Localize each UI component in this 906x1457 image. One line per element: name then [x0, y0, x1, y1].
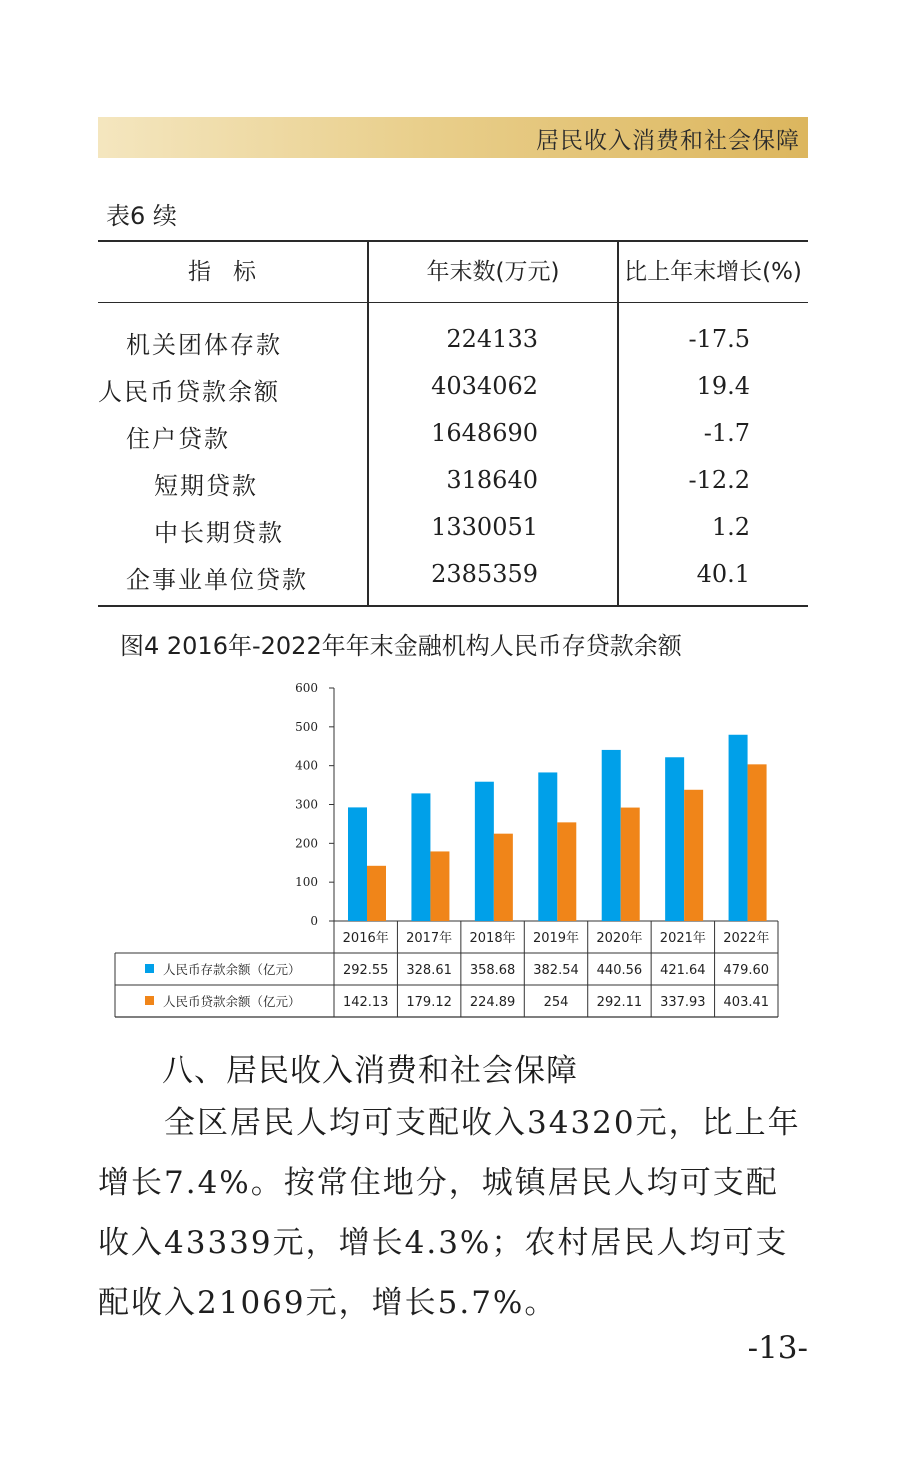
- row-indicator-name: 住户贷款: [126, 425, 230, 453]
- bar-deposit: [729, 735, 748, 921]
- row-year-end-value: 224133: [446, 325, 538, 353]
- bar-loan: [430, 851, 449, 921]
- data-value-label: 479.60: [723, 963, 770, 978]
- row-growth-value: 40.1: [696, 560, 750, 588]
- row-year-end-value: 318640: [446, 466, 538, 494]
- column-header-growth: 比上年末增长(%): [624, 259, 802, 285]
- bar-loan: [494, 834, 513, 921]
- data-value-label: 440.56: [596, 963, 643, 978]
- row-growth-value: 1.2: [711, 513, 750, 541]
- paragraph-line: 增长7.4%。按常住地分，城镇居民人均可支配: [98, 1165, 779, 1201]
- section-heading: 八、居民收入消费和社会保障: [162, 1053, 578, 1089]
- data-value-label: 292.55: [342, 963, 389, 978]
- legend-swatch: [145, 996, 154, 1005]
- data-value-label: 254: [543, 995, 569, 1010]
- data-value-label: 337.93: [660, 995, 706, 1010]
- x-category-label: 2022年: [723, 931, 770, 946]
- x-category-label: 2019年: [532, 931, 580, 946]
- x-category-label: 2021年: [659, 931, 706, 946]
- table-caption: 表6 续: [106, 202, 177, 230]
- data-value-label: 328.61: [406, 963, 452, 978]
- legend-label: 人民币存款余额（亿元）: [163, 962, 301, 977]
- x-category-label: 2016年: [342, 931, 389, 946]
- bar-loan: [748, 764, 767, 921]
- row-year-end-value: 1648690: [431, 419, 538, 447]
- bar-deposit: [538, 772, 557, 921]
- row-growth-value: -12.2: [688, 466, 750, 494]
- data-value-label: 179.12: [406, 995, 452, 1010]
- y-tick-label: 400: [295, 758, 318, 773]
- y-tick-label: 200: [295, 836, 318, 851]
- bar-loan: [621, 808, 640, 921]
- row-indicator-name: 中长期贷款: [154, 519, 284, 547]
- paragraph-line: 收入43339元，增长4.3%；农村居民人均可支: [98, 1225, 789, 1261]
- data-value-label: 403.41: [723, 995, 770, 1010]
- bar-deposit: [665, 757, 684, 921]
- bar-loan: [367, 866, 386, 921]
- page-number: -13-: [747, 1330, 808, 1366]
- row-growth-value: -17.5: [688, 325, 750, 353]
- data-value-label: 382.54: [533, 963, 579, 978]
- y-tick-label: 100: [295, 875, 318, 890]
- row-year-end-value: 1330051: [431, 513, 538, 541]
- figure-title: 图4 2016年-2022年年末金融机构人民币存贷款余额: [120, 632, 682, 660]
- bar-deposit: [602, 750, 621, 921]
- body-paragraph: [98, 1093, 810, 1333]
- y-tick-label: 0: [310, 914, 318, 928]
- x-category-label: 2020年: [596, 931, 643, 946]
- row-indicator-name: 机关团体存款: [126, 331, 282, 359]
- data-value-label: 224.89: [469, 995, 516, 1010]
- row-indicator-name: 人民币贷款余额: [98, 378, 280, 406]
- row-growth-value: -1.7: [703, 419, 750, 447]
- legend-label: 人民币贷款余额（亿元）: [163, 994, 301, 1009]
- legend-swatch: [145, 964, 154, 973]
- header-title: 居民收入消费和社会保障: [536, 128, 800, 154]
- data-value-label: 292.11: [596, 995, 643, 1010]
- data-value-label: 358.68: [469, 963, 516, 978]
- y-tick-label: 300: [295, 797, 318, 812]
- row-year-end-value: 4034062: [431, 372, 538, 400]
- bar-deposit: [411, 793, 430, 921]
- paragraph-line: 全区居民人均可支配收入34320元，比上年: [98, 1105, 801, 1141]
- row-indicator-name: 企事业单位贷款: [126, 566, 308, 594]
- data-value-label: 421.64: [660, 963, 706, 978]
- data-value-label: 142.13: [342, 995, 389, 1010]
- bar-deposit: [348, 807, 367, 921]
- row-year-end-value: 2385359: [431, 560, 538, 588]
- y-tick-label: 600: [295, 681, 318, 695]
- x-category-label: 2017年: [406, 931, 453, 946]
- bar-deposit: [475, 782, 494, 921]
- y-tick-label: 500: [295, 719, 318, 734]
- row-growth-value: 19.4: [696, 372, 750, 400]
- bar-loan: [557, 822, 576, 921]
- column-header-indicator: 指标: [188, 259, 278, 285]
- x-category-label: 2018年: [469, 931, 516, 946]
- paragraph-line: 配收入21069元，增长5.7%。: [98, 1285, 558, 1321]
- column-header-year-end: 年末数(万元): [426, 259, 560, 285]
- bar-loan: [684, 790, 703, 921]
- row-indicator-name: 短期贷款: [154, 472, 258, 500]
